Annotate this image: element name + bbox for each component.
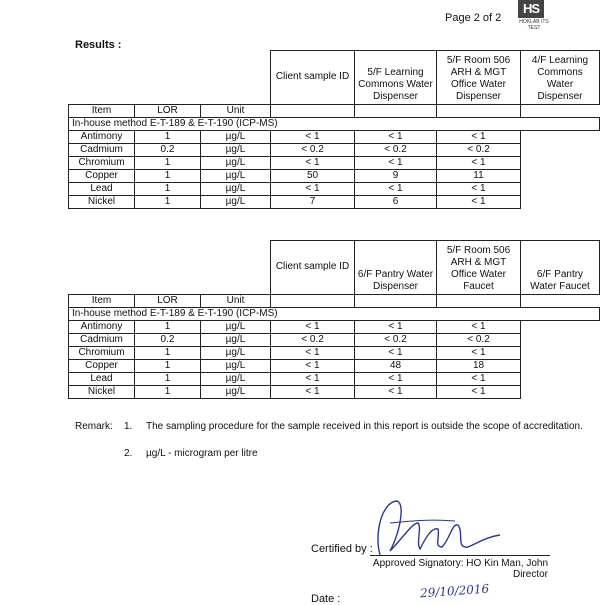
result-cell: < 1 [271,360,355,373]
page-number: Page 2 of 2 [445,12,502,24]
unit-cell: µg/L [201,347,271,360]
signatory-block [368,558,548,580]
lor-cell: 1 [135,373,201,386]
table-row [69,131,600,144]
sample-header: 6/F Pantry Water Dispenser [355,241,437,295]
client-sample-id-label: Client sample ID [271,51,355,105]
signature-icon [360,493,530,563]
table-row [69,321,600,334]
result-cell: 9 [355,170,437,183]
remark-text: The sampling procedure for the sample received in this report is outside the scope of accreditation. [146,421,583,432]
item-cell: Nickel [69,196,135,209]
lor-cell: 1 [135,131,201,144]
results-table-1 [68,50,600,209]
result-cell: < 1 [437,196,521,209]
unit-cell: µg/L [201,360,271,373]
signature-line [370,555,550,556]
unit-cell: µg/L [201,183,271,196]
table-row [69,196,600,209]
unit-header: Unit [201,295,271,308]
unit-cell: µg/L [201,131,271,144]
item-cell: Antimony [69,321,135,334]
result-cell: < 1 [437,347,521,360]
remark-label: Remark: [75,421,113,432]
result-cell: < 1 [437,131,521,144]
handwritten-date: 29/10/2016 [419,581,490,601]
method-row: In-house method E-T-189 & E-T-190 (ICP-MS) [69,118,600,131]
result-cell: < 1 [355,386,437,399]
table-row [69,157,600,170]
table-row [69,386,600,399]
lor-header: LOR [135,295,201,308]
certified-by-label: Certified by : [311,543,373,555]
unit-cell: µg/L [201,334,271,347]
unit-cell: µg/L [201,373,271,386]
lor-cell: 1 [135,170,201,183]
result-cell: < 1 [355,183,437,196]
result-cell: < 1 [437,157,521,170]
sample-header: 6/F Pantry Water Faucet [521,241,600,295]
lor-cell: 1 [135,347,201,360]
results-title: Results : [75,39,122,51]
table-row [69,347,600,360]
result-cell: < 0.2 [271,144,355,157]
lor-cell: 1 [135,321,201,334]
unit-cell: µg/L [201,157,271,170]
unit-cell: µg/L [201,144,271,157]
result-cell: < 1 [271,321,355,334]
sample-header: 5/F Room 506 ARH & MGT Office Water Dispenser [437,51,521,105]
result-cell: 11 [437,170,521,183]
result-cell: < 1 [271,183,355,196]
unit-header: Unit [201,105,271,118]
item-cell: Antimony [69,131,135,144]
method-row: In-house method E-T-189 & E-T-190 (ICP-MS) [69,308,600,321]
result-cell: < 0.2 [355,144,437,157]
result-cell: < 0.2 [437,334,521,347]
item-cell: Chromium [69,157,135,170]
item-cell: Copper [69,170,135,183]
unit-cell: µg/L [201,170,271,183]
unit-cell: µg/L [201,386,271,399]
result-cell: < 0.2 [355,334,437,347]
signatory-name: Approved Signatory: HO Kin Man, John [372,558,548,569]
signatory-title: Director [512,569,548,580]
lor-cell: 1 [135,183,201,196]
results-table-2 [68,240,600,399]
table-row [69,373,600,386]
table-row [69,144,600,157]
result-cell: 7 [271,196,355,209]
client-sample-id-label: Client sample ID [271,241,355,295]
remark-text: µg/L - microgram per litre [146,448,258,459]
result-cell: < 0.2 [437,144,521,157]
result-cell: < 1 [355,131,437,144]
item-cell: Chromium [69,347,135,360]
result-cell: < 1 [355,321,437,334]
lor-header: LOR [135,105,201,118]
result-cell: < 1 [437,321,521,334]
sample-header: 4/F Learning Commons Water Dispenser [521,51,600,105]
result-cell: < 1 [355,347,437,360]
item-header: Item [69,105,135,118]
logo-mark: HS [518,0,544,18]
result-cell: 18 [437,360,521,373]
item-cell: Copper [69,360,135,373]
result-cell: < 1 [271,347,355,360]
unit-cell: µg/L [201,196,271,209]
result-cell: < 1 [437,373,521,386]
item-cell: Lead [69,183,135,196]
sample-header: 5/F Room 506 ARH & MGT Office Water Faucet [437,241,521,295]
lor-cell: 0.2 [135,334,201,347]
table-row [69,334,600,347]
item-cell: Cadmium [69,144,135,157]
lor-cell: 1 [135,386,201,399]
result-cell: 50 [271,170,355,183]
result-cell: < 1 [271,373,355,386]
lor-cell: 1 [135,196,201,209]
table-row [69,183,600,196]
remark-number: 1. [124,421,133,432]
lor-cell: 1 [135,157,201,170]
remark-number: 2. [124,448,133,459]
result-cell: < 1 [437,386,521,399]
table-row [69,170,600,183]
result-cell: < 1 [271,131,355,144]
unit-cell: µg/L [201,321,271,334]
logo-subtext: HOKLAB ITS TEST [519,19,549,31]
result-cell: < 1 [437,183,521,196]
item-cell: Lead [69,373,135,386]
result-cell: 6 [355,196,437,209]
lab-logo [514,0,554,34]
result-cell: < 1 [271,386,355,399]
date-label: Date : [311,593,341,605]
result-cell: 48 [355,360,437,373]
result-cell: < 1 [271,157,355,170]
item-header: Item [69,295,135,308]
sample-header: 5/F Learning Commons Water Dispenser [355,51,437,105]
item-cell: Nickel [69,386,135,399]
result-cell: < 1 [355,157,437,170]
result-cell: < 1 [355,373,437,386]
lor-cell: 1 [135,360,201,373]
lor-cell: 0.2 [135,144,201,157]
result-cell: < 0.2 [271,334,355,347]
table-row [69,360,600,373]
item-cell: Cadmium [69,334,135,347]
